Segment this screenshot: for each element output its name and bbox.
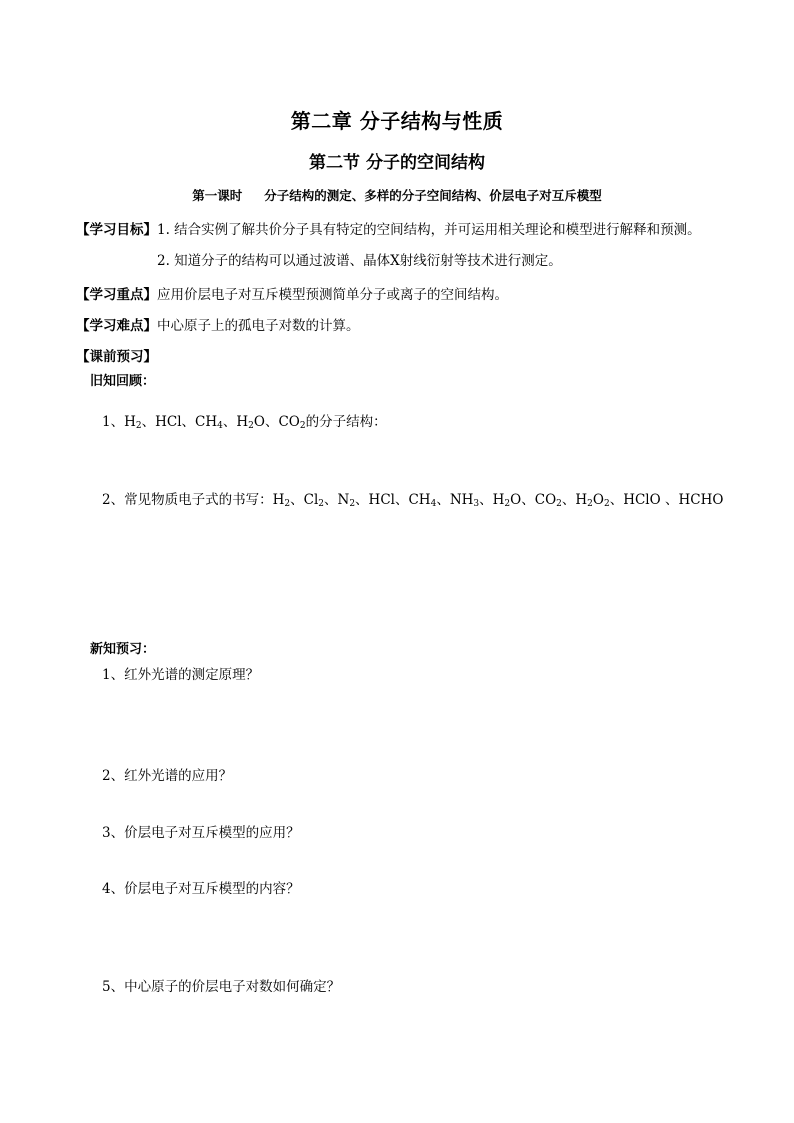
goals-row-1 xyxy=(76,218,701,238)
key-point-text: 应用价层电子对互斥模型预测简单分子或离子的空间结构。 xyxy=(157,287,508,303)
lesson-label: 第一课时 xyxy=(192,188,243,203)
goals-label: 【学习目标】 xyxy=(76,222,157,238)
lesson-heading xyxy=(0,186,794,204)
difficulty-row xyxy=(76,314,360,334)
new-question-3: 3、价层电子对互斥模型的应用？ xyxy=(102,825,300,841)
chapter-title: 第二章 分子结构与性质 xyxy=(290,109,504,133)
new-question-2: 2、红外光谱的应用？ xyxy=(102,768,233,784)
review-question-1: 1、$H_2$、HCl、$CH_4$、$H_2O$、$CO_2$的分子结构： xyxy=(102,414,387,431)
key-point-row xyxy=(76,283,508,303)
goal-item-1: 1. 结合实例了解共价分子具有特定的空间结构，并可运用相关理论和模型进行解释和预测。 xyxy=(157,222,701,238)
section-title: 第二节 分子的空间结构 xyxy=(309,153,485,173)
new-question-5: 5、中心原子的价层电子对数如何确定？ xyxy=(102,979,341,995)
review-heading: 旧知回顾： xyxy=(90,374,156,389)
new-question-1: 1、红外光谱的测定原理？ xyxy=(102,667,260,683)
preview-label: 【课前预习】 xyxy=(76,349,157,365)
lesson-topic: 分子结构的测定、多样的分子空间结构、价层电子对互斥模型 xyxy=(264,188,602,203)
difficulty-label: 【学习难点】 xyxy=(76,318,157,334)
new-preview-heading: 新知预习： xyxy=(90,642,156,657)
review-question-2: 2、常见物质电子式的书写：$H_2$、$Cl_2$、$N_2$、HCl、$CH_4$、$NH_3$、$H_2O$、$CO_2$、$H_2O_2$、HClO 、HCHO xyxy=(102,492,724,509)
goal-item-2: 2. 知道分子的结构可以通过波谱、晶体X射线衍射等技术进行测定。 xyxy=(157,253,562,269)
key-point-label: 【学习重点】 xyxy=(76,287,157,303)
new-question-4: 4、价层电子对互斥模型的内容？ xyxy=(102,881,300,897)
difficulty-text: 中心原子上的孤电子对数的计算。 xyxy=(157,318,360,334)
